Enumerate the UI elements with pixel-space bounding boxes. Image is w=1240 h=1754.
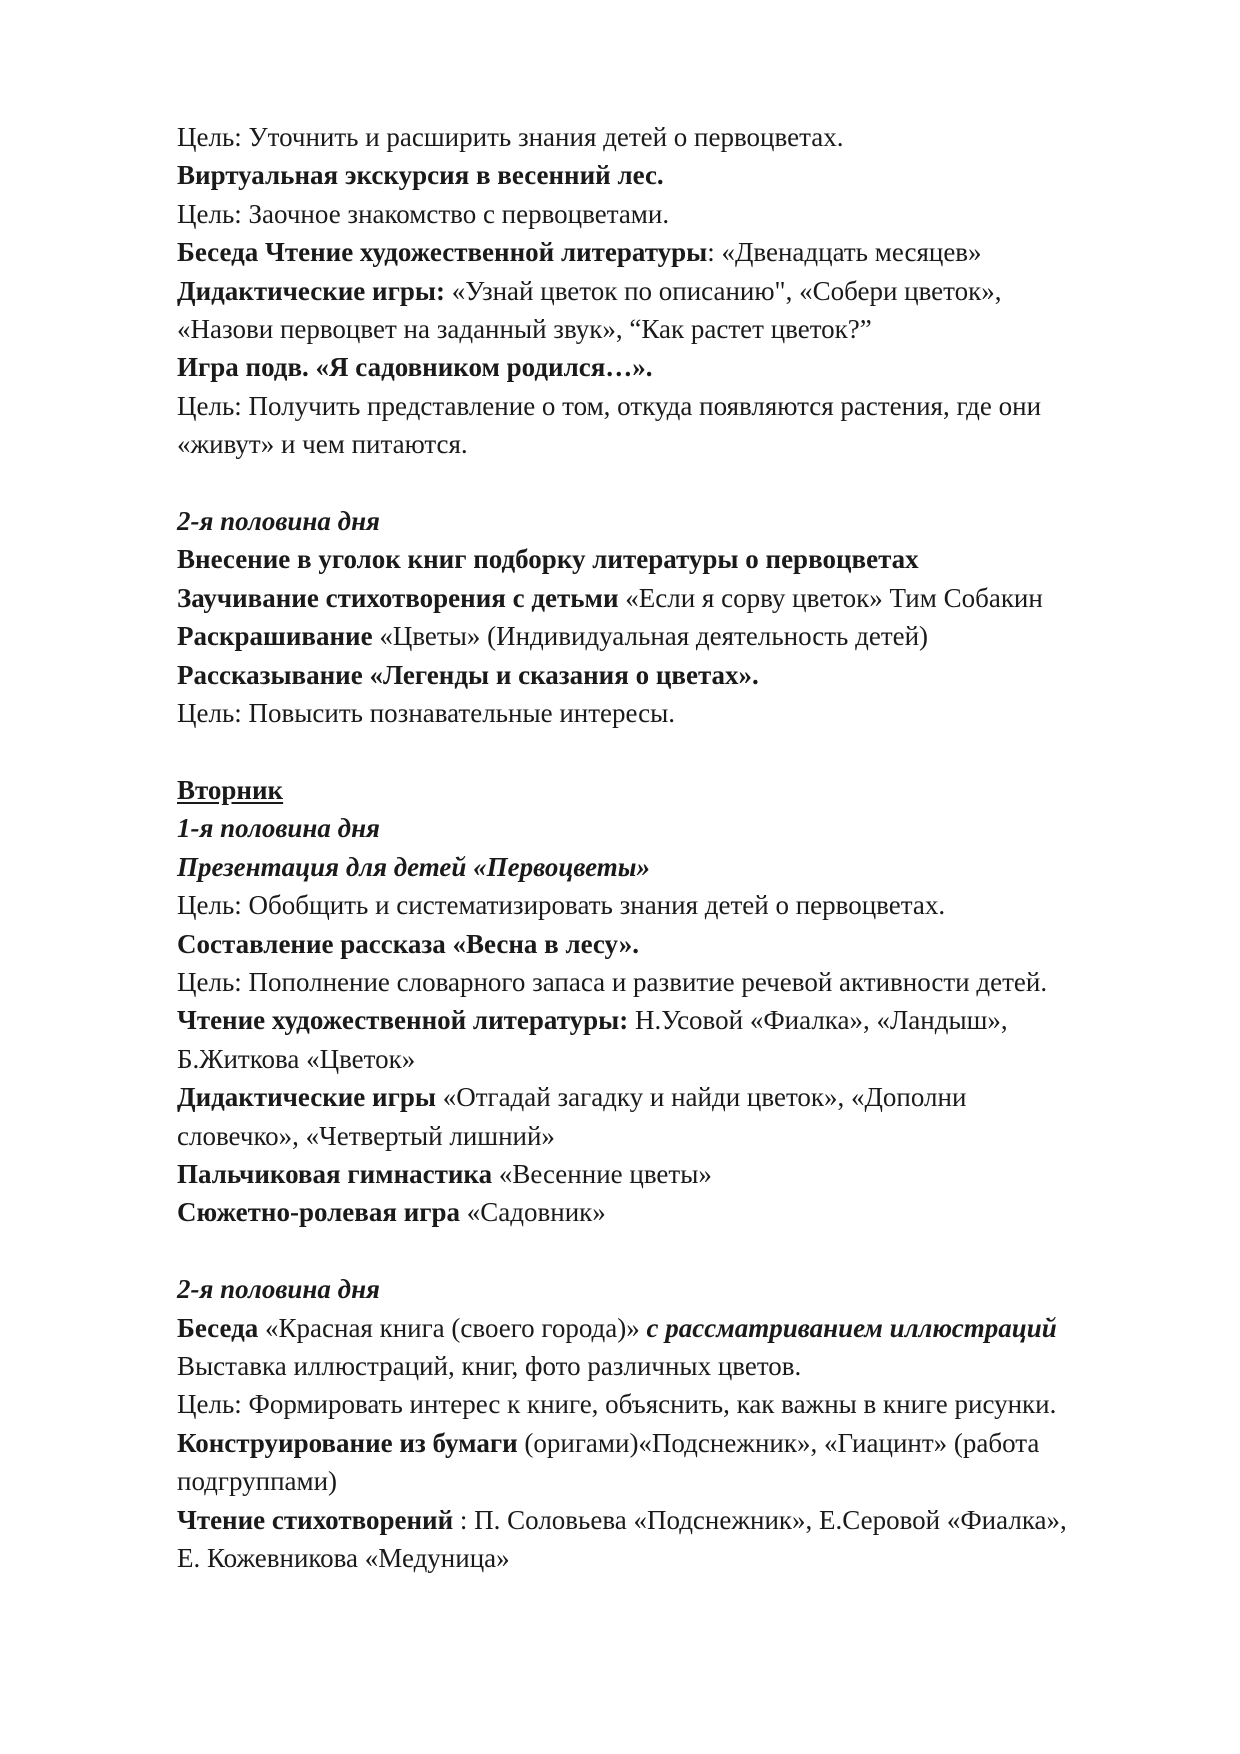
- document-body: [177, 118, 1177, 1577]
- construction-line: [177, 1424, 1177, 1462]
- goal-line: Цель: Пополнение словарного запаса и развитие речевой активности детей.: [177, 966, 1048, 997]
- activity-title: Дидактические игры: [177, 1082, 436, 1113]
- activity-title: Чтение стихотворений: [177, 1504, 454, 1535]
- activity-detail: «Отгадай загадку и найди цветок», «Дополни: [435, 1082, 967, 1113]
- section-heading: 2-я половина дня: [177, 506, 380, 537]
- activity-title: Раскрашивание: [177, 621, 373, 652]
- exhibition-line: Выставка иллюстраций, книг, фото различных цветов.: [177, 1350, 802, 1381]
- section-heading: 1-я половина дня: [177, 813, 380, 844]
- activity-title: Чтение художественной литературы:: [177, 1005, 629, 1036]
- activity-detail: «Цветы» (Индивидуальная деятельность детей): [372, 621, 929, 652]
- poems-reading-continuation: Е. Кожевникова «Медуница»: [177, 1542, 510, 1573]
- books-line: Внесение в уголок книг подборку литературы о первоцветах: [177, 544, 919, 575]
- poems-reading-line: [177, 1501, 1177, 1539]
- activity-title: Дидактические игры:: [177, 275, 445, 306]
- coloring-line: [177, 617, 1177, 655]
- talk-reading-line: [177, 233, 1177, 271]
- activity-emphasis: с рассматриванием иллюстраций: [646, 1312, 1057, 1343]
- day-heading: Вторник: [177, 774, 284, 805]
- activity-detail: «Узнай цветок по описанию", «Собери цветок»,: [444, 275, 1002, 306]
- activity-detail: «Красная книга (своего города)»: [258, 1312, 647, 1343]
- didactic-games-continuation: словечко», «Четвертый лишний»: [177, 1120, 555, 1151]
- paragraph-gap: [177, 464, 1177, 502]
- activity-detail: «Если я сорву цветок» Тим Собакин: [618, 582, 1043, 613]
- didactic-games-line: [177, 1078, 1177, 1116]
- activity-detail: (оригами)«Подснежник», «Гиацинт» (работа: [517, 1427, 1040, 1458]
- finger-gymnastics-line: [177, 1155, 1177, 1193]
- role-play-line: [177, 1193, 1177, 1231]
- presentation-line: Презентация для детей «Первоцветы»: [177, 851, 650, 882]
- didactic-games-line: [177, 272, 1177, 310]
- activity-title: Сюжетно-ролевая игра: [177, 1197, 461, 1228]
- goal-line: Цель: Заочное знакомство с первоцветами.: [177, 198, 670, 229]
- activity-title: Пальчиковая гимнастика: [177, 1158, 493, 1189]
- activity-detail: Н.Усовой «Фиалка», «Ландыш»,: [628, 1005, 1008, 1036]
- activity-title: Заучивание стихотворения с детьми: [177, 582, 619, 613]
- paragraph-gap: [177, 732, 1177, 770]
- story-line: Составление рассказа «Весна в лесу».: [177, 928, 639, 959]
- goal-continuation: «живут» и чем питаются.: [177, 429, 468, 460]
- activity-detail: «Садовник»: [460, 1197, 606, 1228]
- activity-detail: : «Двенадцать месяцев»: [707, 237, 982, 268]
- goal-line: Цель: Уточнить и расширить знания детей о первоцветах.: [177, 122, 844, 152]
- activity-title: Беседа Чтение художественной литературы: [177, 237, 708, 268]
- red-book-talk-line: [177, 1309, 1177, 1347]
- goal-line: Цель: Обобщить и систематизировать знания детей о первоцветах.: [177, 890, 946, 921]
- goal-line: Цель: Повысить познавательные интересы.: [177, 698, 676, 729]
- poem-learning-line: [177, 579, 1177, 617]
- outdoor-game-line: Игра подв. «Я садовником родился…».: [177, 352, 653, 383]
- excursion-line: Виртуальная экскурсия в весенний лес.: [177, 160, 664, 191]
- legends-line: Рассказывание «Легенды и сказания о цветах».: [177, 659, 759, 690]
- construction-continuation: подгруппами): [177, 1466, 338, 1497]
- didactic-games-continuation: «Назови первоцвет на заданный звук», “Как растет цветок?”: [177, 314, 872, 345]
- activity-detail: «Весенние цветы»: [492, 1158, 712, 1189]
- reading-continuation: Б.Житкова «Цветок»: [177, 1043, 416, 1074]
- activity-title: Беседа: [177, 1312, 259, 1343]
- goal-line: Цель: Получить представление о том, откуда появляются растения, где они: [177, 390, 1042, 421]
- paragraph-gap: [177, 1232, 1177, 1270]
- activity-title: Конструирование из бумаги: [177, 1427, 518, 1458]
- section-heading: 2-я половина дня: [177, 1274, 380, 1305]
- reading-line: [177, 1001, 1177, 1039]
- goal-line: Цель: Формировать интерес к книге, объяснить, как важны в книге рисунки.: [177, 1389, 1057, 1420]
- activity-detail: : П. Соловьева «Подснежник», Е.Серовой «Фиалка»,: [453, 1504, 1067, 1535]
